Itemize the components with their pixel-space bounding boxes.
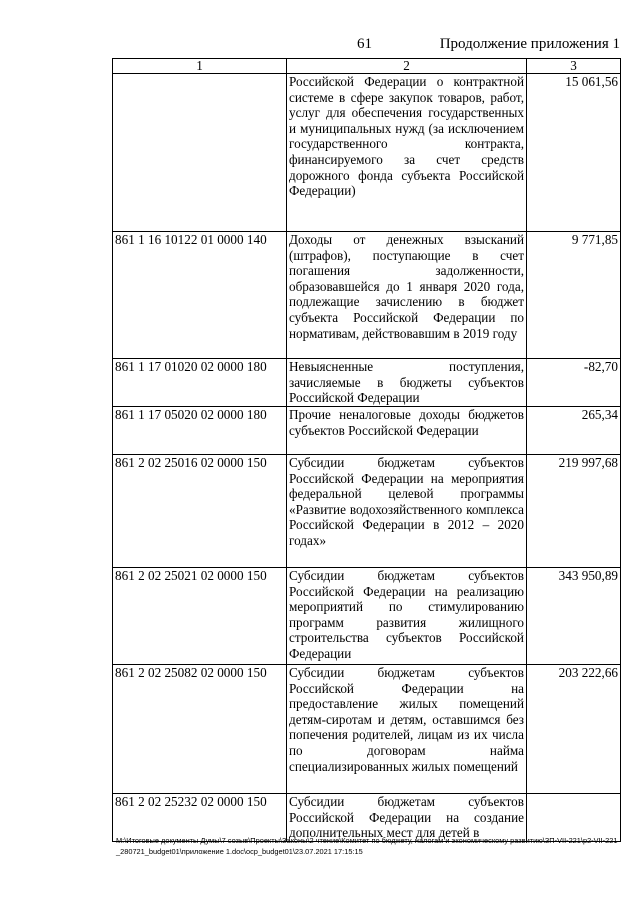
- column-header: 1: [113, 59, 287, 74]
- budget-code: 861 2 02 25016 02 0000 150: [113, 455, 287, 568]
- amount: 203 222,66: [527, 665, 621, 794]
- column-number-row: [113, 59, 621, 74]
- page-number: 61: [357, 36, 372, 52]
- table-row: [113, 665, 621, 794]
- budget-code: 861 2 02 25232 02 0000 150: [113, 794, 287, 842]
- continuation-label: Продолжение приложения 1: [439, 36, 620, 52]
- revenue-description: Субсидии бюджетам субъектов Российской Федерации на предоставление жилых помещений детям-сиротам и детям, оставшимся без попечения родителей, лицам из их числа по договорам найма специализированных жилых помещений: [287, 665, 527, 794]
- column-header: 3: [527, 59, 621, 74]
- budget-code: 861 2 02 25082 02 0000 150: [113, 665, 287, 794]
- amount: 265,34: [527, 407, 621, 455]
- table-row: [113, 359, 621, 407]
- page-header: [0, 36, 640, 56]
- revenue-table: [112, 58, 621, 842]
- table-row: [113, 232, 621, 359]
- amount: -82,70: [527, 359, 621, 407]
- revenue-description: Субсидии бюджетам субъектов Российской Федерации на реализацию мероприятий по стимулированию программ развития жилищного строительства субъектов Российской Федерации: [287, 568, 527, 665]
- budget-code: 861 1 17 05020 02 0000 180: [113, 407, 287, 455]
- amount: 9 771,85: [527, 232, 621, 359]
- revenue-description: Субсидии бюджетам субъектов Российской Федерации на мероприятия федеральной целевой программы «Развитие водохозяйственного комплекса Российской Федерации в 2012 – 2020 годах»: [287, 455, 527, 568]
- revenue-description: Российской Федерации о контрактной системе в сфере закупок товаров, работ, услуг для обеспечения государственных и муниципальных нужд (за исключением государственного контракта, финансируемого за счет средств дорожного фонда субъекта Российской Федерации): [287, 74, 527, 232]
- budget-code: 861 1 16 10122 01 0000 140: [113, 232, 287, 359]
- table-row: [113, 74, 621, 232]
- budget-code: 861 1 17 01020 02 0000 180: [113, 359, 287, 407]
- revenue-description: Прочие неналоговые доходы бюджетов субъектов Российской Федерации: [287, 407, 527, 455]
- amount: 219 997,68: [527, 455, 621, 568]
- budget-code: [113, 74, 287, 232]
- file-path-footer: M:\Итоговые документы Думы\7 созыв\Проекты\Законы\2 чтение\Комитет по бюджету, налогам и экономическому развитию\ЗП-VII-221\р2-VII-221_280721_budget01\приложение 1.doc\ocp_budget01\23.07.2021 17:15:15: [116, 836, 618, 856]
- table-row: [113, 455, 621, 568]
- revenue-description: Субсидии бюджетам субъектов Российской Федерации на создание дополнительных мест для детей в: [287, 794, 527, 842]
- column-header: 2: [287, 59, 527, 74]
- revenue-description: Невыясненные поступления, зачисляемые в бюджеты субъектов Российской Федерации: [287, 359, 527, 407]
- amount: 343 950,89: [527, 568, 621, 665]
- budget-code: 861 2 02 25021 02 0000 150: [113, 568, 287, 665]
- amount: 15 061,56: [527, 74, 621, 232]
- table-row: [113, 407, 621, 455]
- revenue-description: Доходы от денежных взысканий (штрафов), поступающие в счет погашения задолженности, образовавшейся до 1 января 2020 года, подлежащие зачислению в бюджет субъекта Российской Федерации по нормативам, действовавшим в 2019 году: [287, 232, 527, 359]
- table-row: [113, 568, 621, 665]
